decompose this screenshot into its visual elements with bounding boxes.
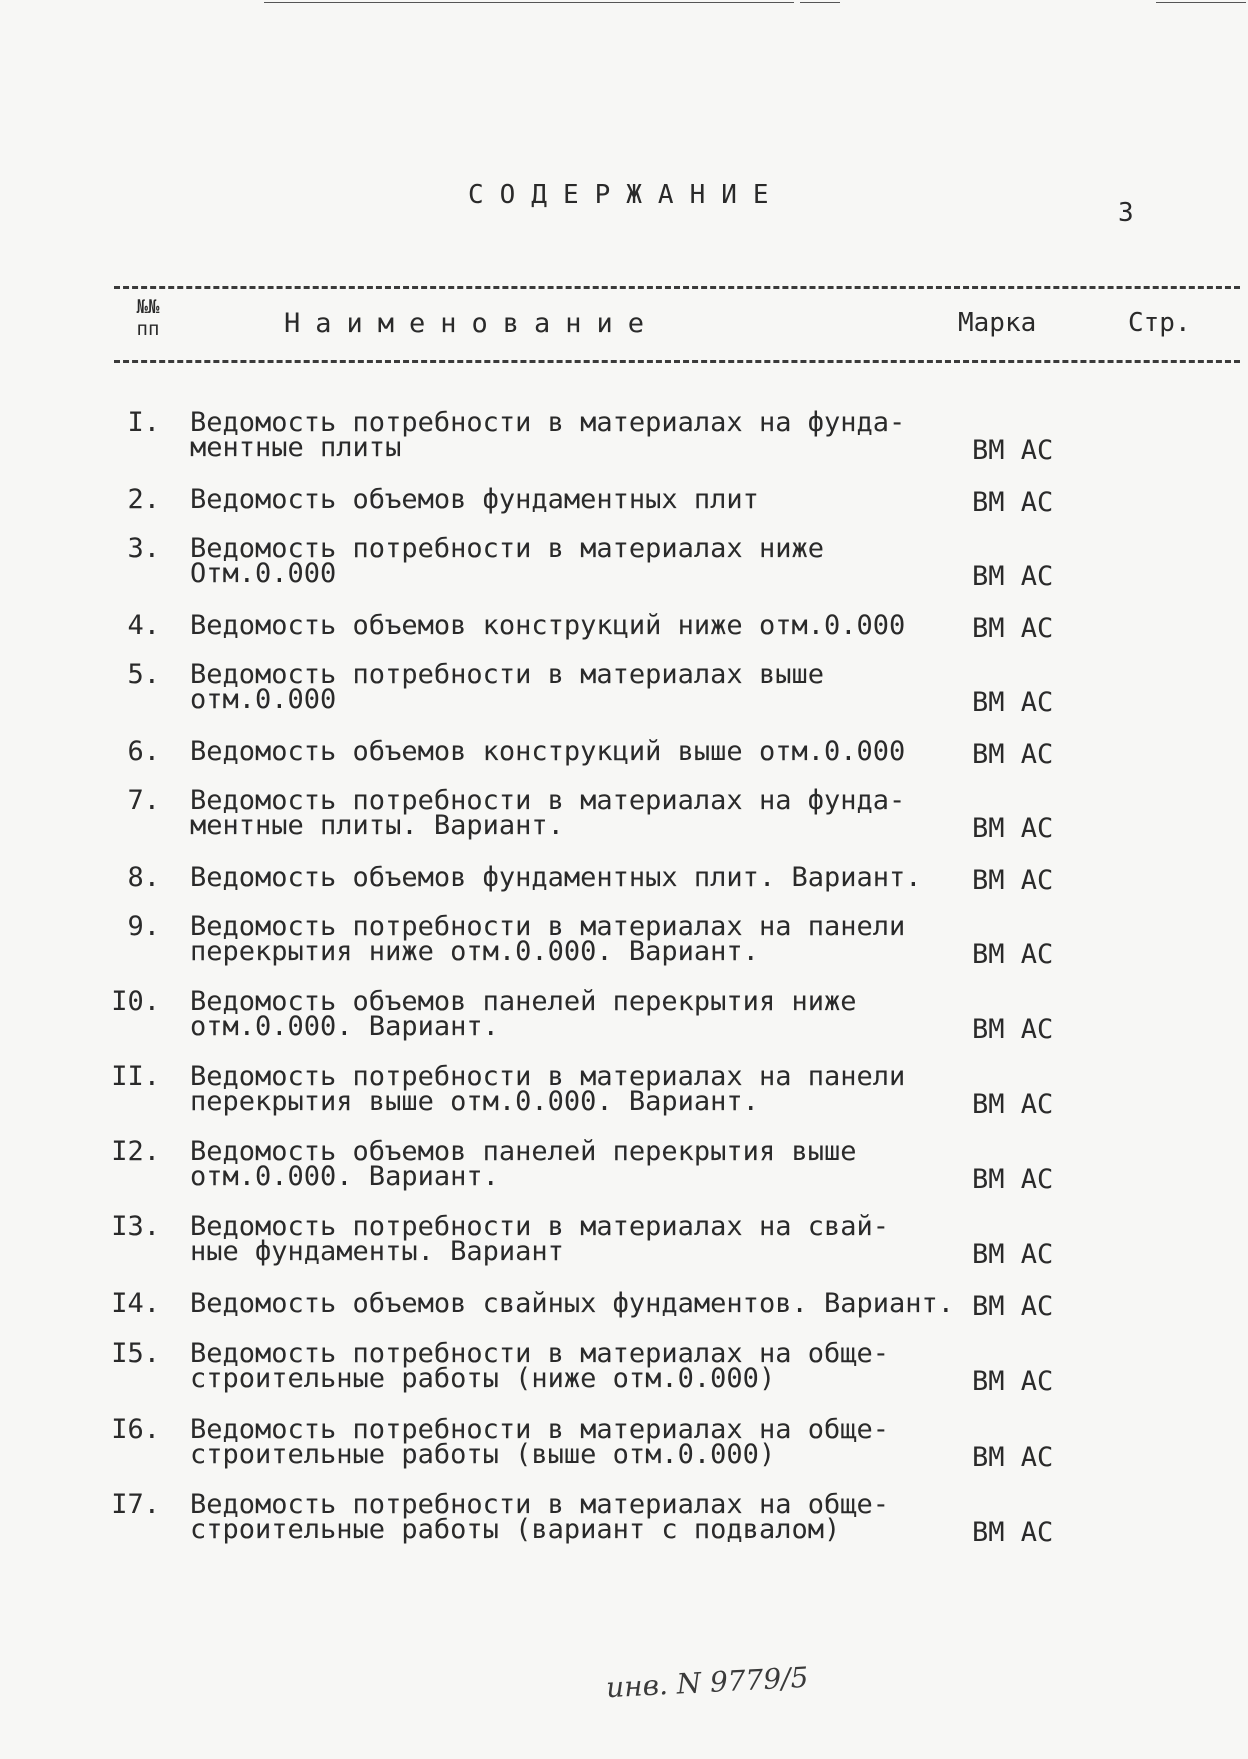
inventory-note: инв. N 9779/5 <box>605 1660 810 1705</box>
row-number: I6. <box>111 1414 160 1445</box>
row-name-line: строительные работы (выше отм.0.000) <box>190 1439 776 1470</box>
row-number: I4. <box>111 1288 160 1319</box>
row-number: 7. <box>127 785 160 816</box>
row-mark: ВМ АС <box>972 1164 1054 1195</box>
row-name-line: перекрытия ниже отм.0.000. Вариант. <box>190 936 759 967</box>
row-name-line: Ведомость потребности в материалах на панели <box>190 911 906 942</box>
row-number: 2. <box>127 484 160 515</box>
row-mark: ВМ АС <box>972 687 1054 718</box>
row-number: I3. <box>111 1211 160 1242</box>
row-name-line: Ведомость потребности в материалах на панели <box>190 1061 906 1092</box>
row-name <box>190 533 910 589</box>
row-number: I5. <box>111 1338 160 1369</box>
row-number: I0. <box>111 986 160 1017</box>
row-name <box>190 986 910 1042</box>
row-number: 5. <box>127 659 160 690</box>
page-title: СОДЕРЖАНИЕ <box>468 180 785 210</box>
row-name <box>190 1211 910 1267</box>
header-number-label-line: №№ <box>136 296 160 318</box>
row-name-line: отм.0.000. Вариант. <box>190 1161 499 1192</box>
row-name-line: отм.0.000 <box>190 684 337 715</box>
row-mark: ВМ АС <box>972 1089 1054 1120</box>
row-name-line: Ведомость объемов конструкций ниже отм.0.000 <box>190 610 906 641</box>
row-name-line: строительные работы (вариант с подвалом) <box>190 1514 841 1545</box>
row-mark: ВМ АС <box>972 939 1054 970</box>
row-mark: ВМ АС <box>972 487 1054 518</box>
row-number: 3. <box>127 533 160 564</box>
row-number: 8. <box>127 862 160 893</box>
row-name <box>190 862 922 893</box>
row-name <box>190 659 910 715</box>
row-name-line: Ведомость объемов панелей перекрытия выше <box>190 1136 857 1167</box>
row-name <box>190 785 910 841</box>
row-mark: ВМ АС <box>972 1366 1054 1397</box>
row-mark: ВМ АС <box>972 435 1054 466</box>
row-name <box>190 1338 910 1394</box>
row-mark: ВМ АС <box>972 865 1054 896</box>
row-name-line: Ведомость потребности в материалах на обще- <box>190 1414 889 1445</box>
row-name-line: Отм.0.000 <box>190 558 337 589</box>
row-number: 4. <box>127 610 160 641</box>
row-mark: ВМ АС <box>972 1239 1054 1270</box>
row-name-line: Ведомость объемов фундаментных плит <box>190 484 759 515</box>
row-name-line: Ведомость объемов свайных фундаментов. Вариант. <box>190 1288 955 1319</box>
header-mark-label: Марка <box>958 308 1037 338</box>
header-page-label: Стр. <box>1128 308 1191 338</box>
row-mark: ВМ АС <box>972 1517 1054 1548</box>
row-name-line: Ведомость потребности в материалах на фунда- <box>190 407 906 438</box>
row-name-line: Ведомость потребности в материалах на обще- <box>190 1489 889 1520</box>
header-name-label: Наименование <box>284 308 660 339</box>
row-number: I7. <box>111 1489 160 1520</box>
row-number: I2. <box>111 1136 160 1167</box>
row-name <box>190 911 910 967</box>
row-mark: ВМ АС <box>972 1014 1054 1045</box>
row-name <box>190 1489 910 1545</box>
row-mark: ВМ АС <box>972 813 1054 844</box>
row-name-line: Ведомость потребности в материалах ниже <box>190 533 824 564</box>
row-mark: ВМ АС <box>972 739 1054 770</box>
row-mark: ВМ АС <box>972 1291 1054 1322</box>
row-mark: ВМ АС <box>972 1442 1054 1473</box>
row-name-line: строительные работы (ниже отм.0.000) <box>190 1363 776 1394</box>
row-number: I. <box>127 407 160 438</box>
row-name-line: ные фундаменты. Вариант <box>190 1236 564 1267</box>
row-name-line: ментные плиты. Вариант. <box>190 810 564 841</box>
row-name <box>190 1288 955 1319</box>
row-mark: ВМ АС <box>972 561 1054 592</box>
row-name <box>190 484 910 515</box>
row-number: 9. <box>127 911 160 942</box>
row-number: II. <box>111 1061 160 1092</box>
row-mark: ВМ АС <box>972 613 1054 644</box>
row-name <box>190 736 910 767</box>
row-name-line: ментные плиты <box>190 432 402 463</box>
row-name-line: Ведомость объемов панелей перекрытия ниже <box>190 986 857 1017</box>
row-name <box>190 1414 910 1470</box>
row-name-line: Ведомость потребности в материалах на свай- <box>190 1211 889 1242</box>
row-name-line: Ведомость потребности в материалах на обще- <box>190 1338 889 1369</box>
header-number-label-line: пп <box>136 318 160 340</box>
row-name-line: Ведомость объемов фундаментных плит. Вариант. <box>190 862 922 893</box>
row-name <box>190 1061 910 1117</box>
row-name <box>190 407 910 463</box>
row-name <box>190 1136 910 1192</box>
page-number: 3 <box>1118 198 1134 228</box>
row-name-line: перекрытия выше отм.0.000. Вариант. <box>190 1086 759 1117</box>
row-name-line: отм.0.000. Вариант. <box>190 1011 499 1042</box>
row-name <box>190 610 910 641</box>
row-name-line: Ведомость потребности в материалах выше <box>190 659 824 690</box>
row-name-line: Ведомость объемов конструкций выше отм.0.000 <box>190 736 906 767</box>
row-number: 6. <box>127 736 160 767</box>
row-name-line: Ведомость потребности в материалах на фунда- <box>190 785 906 816</box>
